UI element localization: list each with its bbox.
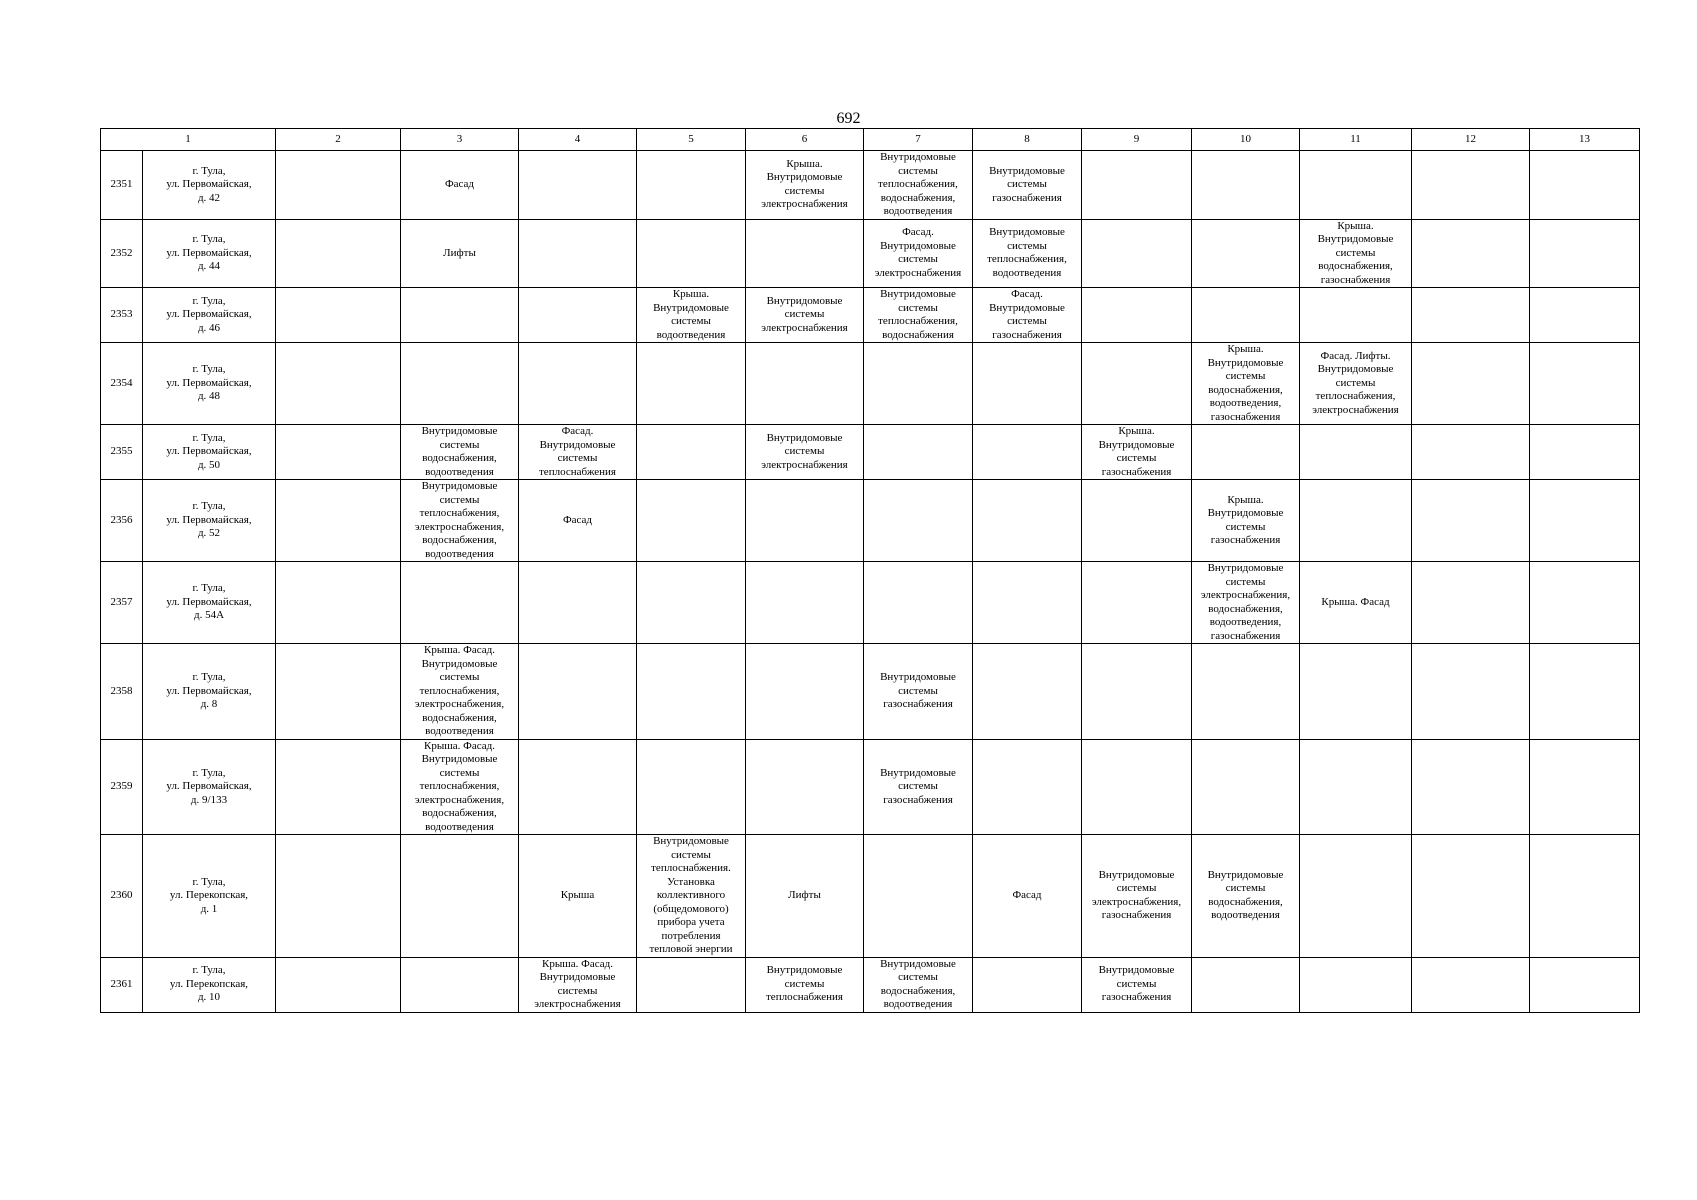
work-cell xyxy=(1530,219,1640,288)
work-cell xyxy=(519,739,637,835)
work-cell xyxy=(276,425,401,480)
work-cell: Внутридомовые системы теплоснабжения, электроснабжения, водоснабжения, водоотведения xyxy=(401,480,519,562)
work-cell: Внутридомовые системы газоснабжения xyxy=(973,151,1082,220)
work-cell xyxy=(1300,425,1412,480)
work-cell: Крыша. Фасад xyxy=(1300,562,1412,644)
work-cell xyxy=(401,562,519,644)
work-cell xyxy=(1412,425,1530,480)
work-cell xyxy=(637,957,746,1012)
work-cell xyxy=(1530,957,1640,1012)
work-cell xyxy=(1412,957,1530,1012)
work-cell: Фасад xyxy=(519,480,637,562)
work-cell xyxy=(864,835,973,958)
work-cell xyxy=(1530,480,1640,562)
work-cell: Крыша. Внутридомовые системы электроснабжения xyxy=(746,151,864,220)
work-cell: Крыша. Внутридомовые системы газоснабжения xyxy=(1192,480,1300,562)
work-cell xyxy=(1300,288,1412,343)
row-number-cell: 2354 xyxy=(101,343,143,425)
work-cell: Фасад xyxy=(401,151,519,220)
work-cell xyxy=(276,957,401,1012)
work-cell xyxy=(1192,151,1300,220)
work-cell xyxy=(276,739,401,835)
work-cell: Внутридомовые системы теплоснабжения. Установка коллективного (общедомового) прибора учета потребления тепловой энергии xyxy=(637,835,746,958)
work-cell xyxy=(1082,739,1192,835)
work-cell: Крыша. Внутридомовые системы водоснабжения, газоснабжения xyxy=(1300,219,1412,288)
work-cell: Внутридомовые системы электроснабжения, газоснабжения xyxy=(1082,835,1192,958)
work-cell: Крыша. Фасад. Внутридомовые системы теплоснабжения, электроснабжения, водоснабжения, водоотведения xyxy=(401,644,519,740)
work-cell: Крыша. Внутридомовые системы водоотведения xyxy=(637,288,746,343)
work-cell xyxy=(1530,739,1640,835)
work-cell xyxy=(1530,288,1640,343)
work-cell xyxy=(1082,562,1192,644)
work-cell xyxy=(519,219,637,288)
work-cell xyxy=(276,219,401,288)
work-cell xyxy=(637,562,746,644)
table-row xyxy=(101,480,1640,562)
work-cell: Фасад. Внутридомовые системы газоснабжения xyxy=(973,288,1082,343)
work-cell: Внутридомовые системы теплоснабжения, водоотведения xyxy=(973,219,1082,288)
address-cell: г. Тула, ул. Первомайская, д. 54А xyxy=(143,562,276,644)
row-number-cell: 2355 xyxy=(101,425,143,480)
address-cell: г. Тула, ул. Первомайская, д. 44 xyxy=(143,219,276,288)
table-row xyxy=(101,562,1640,644)
work-cell xyxy=(401,957,519,1012)
work-cell xyxy=(637,425,746,480)
address-cell: г. Тула, ул. Первомайская, д. 52 xyxy=(143,480,276,562)
work-cell xyxy=(746,219,864,288)
work-cell xyxy=(973,562,1082,644)
work-cell: Внутридомовые системы теплоснабжения xyxy=(746,957,864,1012)
address-cell: г. Тула, ул. Перекопская, д. 1 xyxy=(143,835,276,958)
address-cell: г. Тула, ул. Перекопская, д. 10 xyxy=(143,957,276,1012)
work-cell: Внутридомовые системы водоснабжения, водоотведения xyxy=(864,957,973,1012)
work-cell xyxy=(1192,644,1300,740)
row-number-cell: 2360 xyxy=(101,835,143,958)
work-cell xyxy=(401,288,519,343)
work-cell: Внутридомовые системы газоснабжения xyxy=(1082,957,1192,1012)
work-cell: Внутридомовые системы электроснабжения xyxy=(746,425,864,480)
work-cell: Фасад. Внутридомовые системы электроснабжения xyxy=(864,219,973,288)
work-cell: Крыша. Внутридомовые системы водоснабжения, водоотведения, газоснабжения xyxy=(1192,343,1300,425)
work-cell xyxy=(1082,288,1192,343)
work-cell xyxy=(637,151,746,220)
work-cell xyxy=(637,480,746,562)
work-cell: Внутридомовые системы теплоснабжения, водоснабжения xyxy=(864,288,973,343)
column-header: 3 xyxy=(401,129,519,151)
work-cell xyxy=(746,343,864,425)
work-cell xyxy=(1530,343,1640,425)
work-cell xyxy=(864,425,973,480)
address-cell: г. Тула, ул. Первомайская, д. 46 xyxy=(143,288,276,343)
column-header: 4 xyxy=(519,129,637,151)
work-cell xyxy=(1192,219,1300,288)
work-cell xyxy=(1082,480,1192,562)
work-cell xyxy=(864,343,973,425)
work-cell xyxy=(746,480,864,562)
work-cell xyxy=(276,343,401,425)
table-row xyxy=(101,343,1640,425)
work-cell xyxy=(1530,425,1640,480)
table-row xyxy=(101,219,1640,288)
repair-schedule-table xyxy=(100,128,1640,1013)
work-cell: Внутридомовые системы газоснабжения xyxy=(864,739,973,835)
row-number-cell: 2353 xyxy=(101,288,143,343)
work-cell xyxy=(1192,957,1300,1012)
row-number-cell: 2358 xyxy=(101,644,143,740)
work-cell xyxy=(973,343,1082,425)
work-cell xyxy=(1530,835,1640,958)
column-header: 2 xyxy=(276,129,401,151)
row-number-cell: 2351 xyxy=(101,151,143,220)
work-cell: Внутридомовые системы электроснабжения xyxy=(746,288,864,343)
address-cell: г. Тула, ул. Первомайская, д. 48 xyxy=(143,343,276,425)
column-header: 8 xyxy=(973,129,1082,151)
work-cell: Внутридомовые системы водоснабжения, водоотведения xyxy=(1192,835,1300,958)
work-cell xyxy=(519,343,637,425)
address-cell: г. Тула, ул. Первомайская, д. 42 xyxy=(143,151,276,220)
work-cell xyxy=(1412,644,1530,740)
work-cell xyxy=(1082,343,1192,425)
work-cell xyxy=(1300,151,1412,220)
work-cell xyxy=(637,739,746,835)
row-number-cell: 2352 xyxy=(101,219,143,288)
work-cell: Внутридомовые системы газоснабжения xyxy=(864,644,973,740)
work-cell xyxy=(1530,562,1640,644)
work-cell xyxy=(1412,151,1530,220)
work-cell xyxy=(276,151,401,220)
work-cell xyxy=(1082,151,1192,220)
table-row xyxy=(101,288,1640,343)
work-cell xyxy=(276,835,401,958)
work-cell xyxy=(1530,644,1640,740)
work-cell xyxy=(1300,644,1412,740)
work-cell xyxy=(401,835,519,958)
work-cell xyxy=(973,480,1082,562)
work-cell xyxy=(1300,739,1412,835)
column-header: 1 xyxy=(101,129,276,151)
table-body xyxy=(101,151,1640,1013)
column-header: 7 xyxy=(864,129,973,151)
work-cell xyxy=(1300,835,1412,958)
work-cell: Внутридомовые системы теплоснабжения, водоснабжения, водоотведения xyxy=(864,151,973,220)
work-cell: Внутридомовые системы водоснабжения, водоотведения xyxy=(401,425,519,480)
work-cell xyxy=(637,644,746,740)
work-cell xyxy=(746,644,864,740)
address-cell: г. Тула, ул. Первомайская, д. 8 xyxy=(143,644,276,740)
work-cell xyxy=(864,480,973,562)
work-cell xyxy=(746,562,864,644)
table-row xyxy=(101,739,1640,835)
work-cell xyxy=(1412,343,1530,425)
work-cell xyxy=(276,480,401,562)
column-header: 12 xyxy=(1412,129,1530,151)
work-cell xyxy=(1082,219,1192,288)
work-cell xyxy=(519,288,637,343)
work-cell xyxy=(276,288,401,343)
work-cell xyxy=(1412,562,1530,644)
table-row xyxy=(101,957,1640,1012)
table-row xyxy=(101,425,1640,480)
work-cell: Лифты xyxy=(746,835,864,958)
work-cell xyxy=(1192,288,1300,343)
column-header: 10 xyxy=(1192,129,1300,151)
work-cell xyxy=(519,644,637,740)
work-cell: Крыша. Фасад. Внутридомовые системы электроснабжения xyxy=(519,957,637,1012)
work-cell xyxy=(973,425,1082,480)
work-cell xyxy=(276,644,401,740)
work-cell: Крыша. Фасад. Внутридомовые системы теплоснабжения, электроснабжения, водоснабжения, водоотведения xyxy=(401,739,519,835)
work-cell xyxy=(1412,219,1530,288)
page-number: 692 xyxy=(836,110,861,127)
work-cell: Лифты xyxy=(401,219,519,288)
address-cell: г. Тула, ул. Первомайская, д. 50 xyxy=(143,425,276,480)
work-cell xyxy=(1412,835,1530,958)
table-row xyxy=(101,835,1640,958)
work-cell xyxy=(1300,957,1412,1012)
work-cell xyxy=(276,562,401,644)
work-cell xyxy=(1300,480,1412,562)
column-header: 9 xyxy=(1082,129,1192,151)
work-cell xyxy=(973,739,1082,835)
work-cell xyxy=(1412,288,1530,343)
column-header: 6 xyxy=(746,129,864,151)
header-row xyxy=(101,129,1640,151)
work-cell xyxy=(1412,480,1530,562)
work-cell: Внутридомовые системы электроснабжения, водоснабжения, водоотведения, газоснабжения xyxy=(1192,562,1300,644)
work-cell: Фасад. Лифты. Внутридомовые системы теплоснабжения, электроснабжения xyxy=(1300,343,1412,425)
work-cell xyxy=(637,343,746,425)
work-cell: Крыша xyxy=(519,835,637,958)
work-cell xyxy=(1530,151,1640,220)
work-cell: Фасад. Внутридомовые системы теплоснабжения xyxy=(519,425,637,480)
column-header: 13 xyxy=(1530,129,1640,151)
work-cell xyxy=(519,151,637,220)
work-cell xyxy=(401,343,519,425)
work-cell xyxy=(746,739,864,835)
work-cell xyxy=(973,644,1082,740)
work-cell xyxy=(519,562,637,644)
row-number-cell: 2357 xyxy=(101,562,143,644)
work-cell: Фасад xyxy=(973,835,1082,958)
work-cell xyxy=(1192,425,1300,480)
address-cell: г. Тула, ул. Первомайская, д. 9/133 xyxy=(143,739,276,835)
column-header: 5 xyxy=(637,129,746,151)
work-cell: Крыша. Внутридомовые системы газоснабжения xyxy=(1082,425,1192,480)
table-row xyxy=(101,644,1640,740)
row-number-cell: 2359 xyxy=(101,739,143,835)
work-cell xyxy=(1192,739,1300,835)
column-header: 11 xyxy=(1300,129,1412,151)
table-row xyxy=(101,151,1640,220)
work-cell xyxy=(637,219,746,288)
row-number-cell: 2361 xyxy=(101,957,143,1012)
work-cell xyxy=(864,562,973,644)
work-cell xyxy=(973,957,1082,1012)
work-cell xyxy=(1412,739,1530,835)
row-number-cell: 2356 xyxy=(101,480,143,562)
work-cell xyxy=(1082,644,1192,740)
